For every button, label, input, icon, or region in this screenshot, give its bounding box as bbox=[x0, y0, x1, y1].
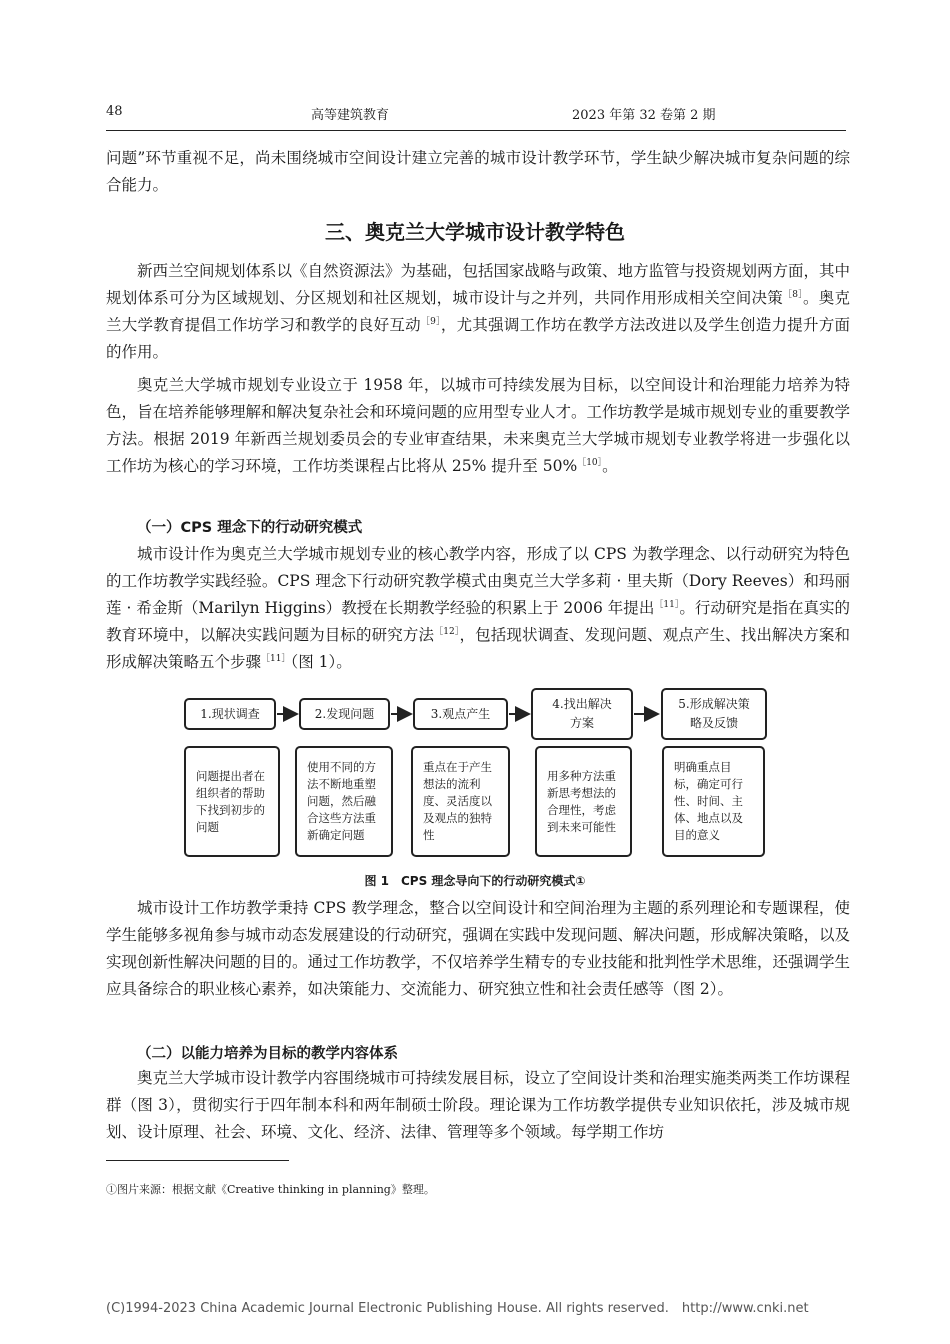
paragraph-2: 奥克兰大学城市规划专业设立于 1958 年，以城市可持续发展为目标，以空间设计和治理能力培养为特色，旨在培养能够理解和解决复杂社会和环境问题的应用型专业人才。工作坊教学是城市规划专业的重要教学方法。根据 2019 年新西兰规划委员会的专业审查结果，未来奥克兰大学城市规划专业教学将进一步强化以工作坊为核心的学习环境，工作坊类课程占比将从 25% 提升至 50%$^{[10]}$。 bbox=[106, 376, 851, 475]
figure-1-caption: 图 1 CPS 理念导向下的行动研究模式① bbox=[364, 874, 586, 888]
paragraph-3: 城市设计作为奥克兰大学城市规划专业的核心教学内容，形成了以 CPS 为教学理念、以行动研究为特色的工作坊教学实践经验。CPS 理念下行动研究教学模式由奥克兰大学多莉 · 里夫斯（Dory Reeves）和玛丽莲 · 希金斯（Marilyn Higgins）教授在长期教学经验的积累上于 2006 年提出$^{[11]}$。行动研究是指在真实的教育环境中，以解决实践问题为目标的研究方法$^{[12]}$，包括现状调查、发现问题、观点产生、找出解决方案和形成解决策略五个步骤$^{[11]}$（图 1）。 bbox=[106, 545, 850, 671]
running-header bbox=[106, 104, 846, 130]
issue-info: 2023 年第 32 卷第 2 期 bbox=[572, 108, 716, 123]
citation: ［11］ bbox=[261, 654, 291, 664]
citation: ［10］ bbox=[577, 458, 603, 468]
citation: ［11］ bbox=[654, 600, 680, 610]
header-rule bbox=[106, 130, 846, 131]
journal-name: 高等建筑教育 bbox=[311, 108, 390, 123]
paragraph-5: 奥克兰大学城市设计教学内容围绕城市可持续发展目标，设立了空间设计类和治理实施类两类工作坊课程群（图 3），贯彻实行于四年制本科和两年制硕士阶段。理论课为工作坊教学提供专业知识依托，涉及城市规划、设计原理、社会、环境、文化、经济、法律、管理等多个领域。每学期工作坊 bbox=[106, 1069, 851, 1141]
section-title: 三、奥克兰大学城市设计教学特色 bbox=[325, 220, 625, 244]
paragraph-4: 城市设计工作坊教学秉持 CPS 教学理念，整合以空间设计和空间治理为主题的系列理论和专题课程，使学生能够多视角参与城市动态发展建设的行动研究，强调在实践中发现问题、解决问题，形成解决策略，以及实现创新性解决问题的目的。通过工作坊教学，不仅培养学生精专的专业技能和批判性学术思维，还强调学生应具备综合的职业核心素养，如决策能力、交流能力、研究独立性和社会责任感等（图 2）。 bbox=[106, 899, 851, 998]
step-5-box: 5.形成解决策略及反馈 bbox=[661, 688, 767, 740]
subsection-title-1: （一）CPS 理念下的行动研究模式 bbox=[137, 520, 363, 536]
step-3-box: 3.观点产生 bbox=[413, 698, 508, 730]
citation: ［9］ bbox=[420, 317, 441, 327]
step-1-description: 问题提出者在组织者的帮助下找到初步的问题 bbox=[184, 746, 280, 857]
step-4-description: 用多种方法重新思考想法的合理性，考虑到未来可能性 bbox=[535, 746, 632, 857]
paragraph-1: 新西兰空间规划体系以《自然资源法》为基础，包括国家战略与政策、地方监管与投资规划两方面，其中规划体系可分为区域规划、分区规划和社区规划，城市设计与之并列，共同作用形成相关空间决策$^{[8]}$。奥克兰大学教育提倡工作坊学习和教学的良好互动$^{[9]}$，尤其强调工作坊在教学方法改进以及学生创造力提升方面的作用。 bbox=[106, 262, 851, 361]
citation: ［12］ bbox=[434, 627, 460, 637]
footnote: ①图片来源：根据文献《Creative thinking in planning》整理。 bbox=[106, 1183, 435, 1196]
footnote-rule bbox=[106, 1160, 289, 1161]
step-4-box: 4.找出解决方案 bbox=[531, 688, 633, 740]
step-2-box: 2.发现问题 bbox=[299, 698, 390, 730]
subsection-title-2: （二）以能力培养为目标的教学内容体系 bbox=[137, 1046, 398, 1062]
step-3-description: 重点在于产生想法的流利度、灵活度以及观点的独特性 bbox=[411, 746, 510, 857]
step-1-box: 1.现状调查 bbox=[184, 698, 276, 730]
page-number: 48 bbox=[106, 104, 123, 119]
copyright-notice: (C)1994-2023 China Academic Journal Electronic Publishing House. All rights reserved. http://www.cnki.net bbox=[106, 1301, 809, 1316]
citation: ［8］ bbox=[783, 290, 803, 300]
step-2-description: 使用不同的方法不断地重塑问题，然后融合这些方法重新确定问题 bbox=[295, 746, 393, 857]
paragraph-continuation: 问题”环节重视不足，尚未围绕城市空间设计建立完善的城市设计教学环节，学生缺少解决城市复杂问题的综合能力。 bbox=[106, 149, 850, 194]
step-5-description: 明确重点目标，确定可行性、时间、主体、地点以及目的意义 bbox=[662, 746, 765, 857]
